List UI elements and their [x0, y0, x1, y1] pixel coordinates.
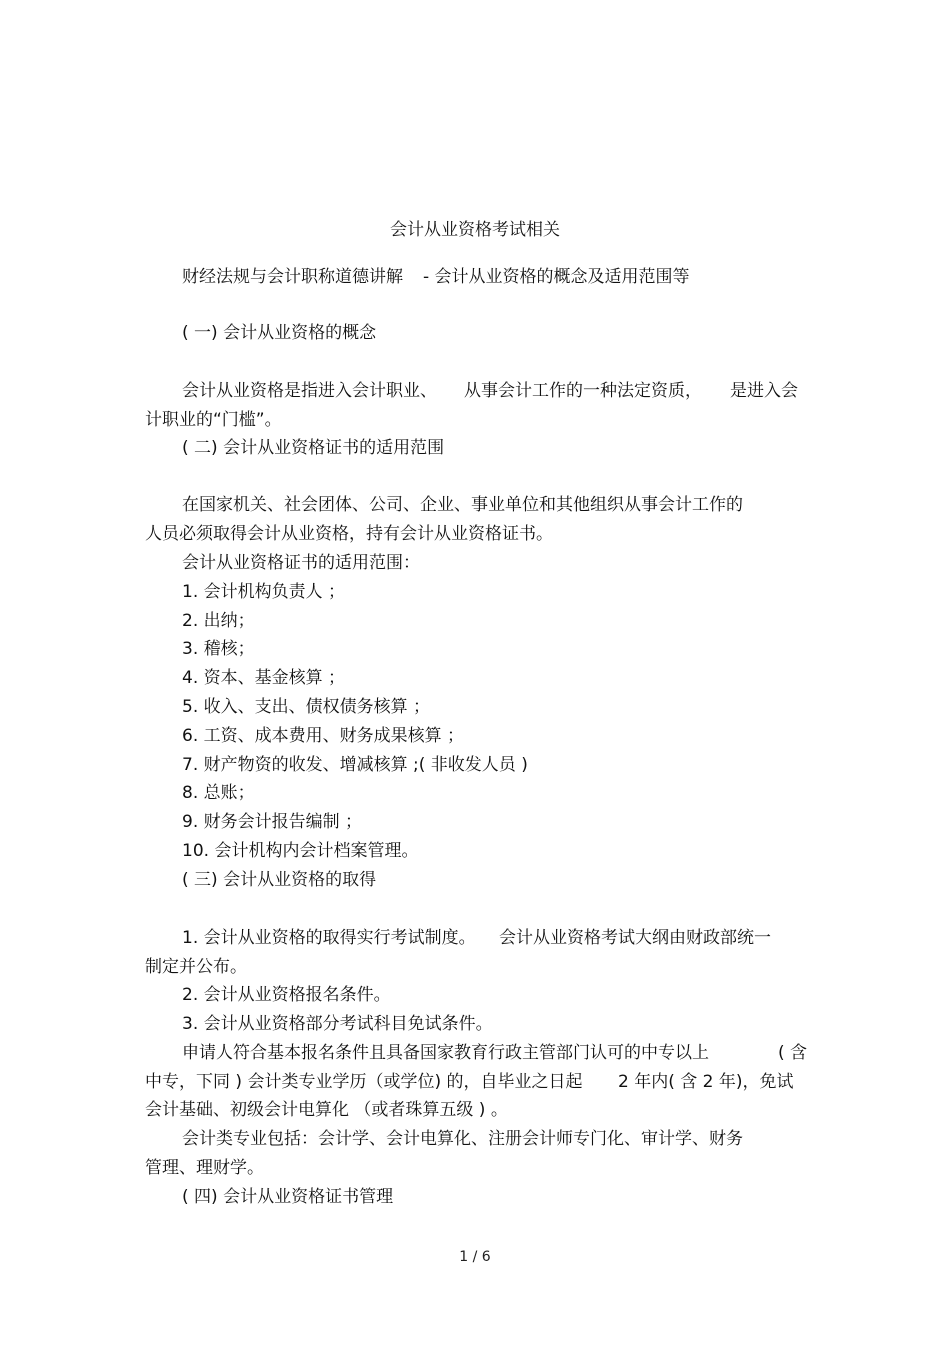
s3-item2: 2. 会计从业资格报名条件。 — [182, 985, 391, 1005]
list-item: 1. 会计机构负责人 ； — [182, 582, 346, 602]
s3-para-line1-a: 申请人符合基本报名条件且具备国家教育行政主管部门认可的中专以上 — [182, 1043, 709, 1063]
list-item: 9. 财务会计报告编制 ； — [182, 812, 363, 832]
s3-item1-b: 会计从业资格考试大纲由财政部统一 — [499, 928, 771, 948]
list-item: 4. 资本、基金核算 ； — [182, 668, 346, 688]
list-item: 3. 稽核； — [182, 639, 255, 659]
subtitle-line — [182, 266, 690, 288]
list-item: 6. 工资、成本费用、财务成果核算 ； — [182, 726, 465, 746]
s3-para-line1-b: ( 含 — [778, 1043, 808, 1063]
s3-item1-c: 制定并公布。 — [145, 957, 247, 977]
s3-para-line2-a: 中专，下同 ) 会计类专业学历（或学位) 的，自毕业之日起 — [145, 1072, 583, 1092]
list-item: 10. 会计机构内会计档案管理。 — [182, 841, 419, 861]
s3-item3: 3. 会计从业资格部分考试科目免试条件。 — [182, 1014, 493, 1034]
list-item: 7. 财产物资的收发、增减核算 ;( 非收发人员 ) — [182, 755, 528, 775]
s1-para-line1-b: 从事会计工作的一种法定资质， — [464, 381, 702, 401]
s1-para-line2: 计职业的“门槛”。 — [145, 410, 282, 430]
section-2-heading: ( 二) 会计从业资格证书的适用范围 — [182, 438, 445, 458]
section-3-heading: ( 三) 会计从业资格的取得 — [182, 870, 377, 890]
section-4-heading: ( 四) 会计从业资格证书管理 — [182, 1187, 394, 1207]
s2-para-line2: 人员必须取得会计从业资格，持有会计从业资格证书。 — [145, 524, 553, 544]
list-item: 2. 出纳； — [182, 611, 255, 631]
section-1-heading: ( 一) 会计从业资格的概念 — [182, 323, 377, 343]
page-number: 1 / 6 — [459, 1249, 491, 1265]
s3-para2-line2: 管理、理财学。 — [145, 1158, 264, 1178]
s2-para-line1: 在国家机关、社会团体、公司、企业、事业单位和其他组织从事会计工作的 — [182, 495, 743, 515]
list-item: 5. 收入、支出、债权债务核算 ； — [182, 697, 431, 717]
s1-para-line1-c: 是进入会 — [730, 381, 798, 401]
s3-para-line2-b: 2 年内( 含 2 年)，免试 — [618, 1072, 794, 1092]
s3-para-line3: 会计基础、初级会计电算化 （或者珠算五级 ) 。 — [145, 1100, 508, 1120]
s2-scope-intro: 会计从业资格证书的适用范围： — [182, 553, 420, 573]
document-title: 会计从业资格考试相关 — [390, 220, 560, 240]
list-item: 8. 总账； — [182, 783, 255, 803]
subtitle-part-b: - 会计从业资格的概念及适用范围等 — [423, 267, 690, 287]
s3-item1-a: 1. 会计从业资格的取得实行考试制度。 — [182, 928, 476, 948]
s1-para-line1-a: 会计从业资格是指进入会计职业、 — [182, 381, 437, 401]
subtitle-part-a: 财经法规与会计职称道德讲解 — [182, 267, 403, 287]
s3-para2-line1: 会计类专业包括：会计学、会计电算化、注册会计师专门化、审计学、财务 — [182, 1129, 743, 1149]
